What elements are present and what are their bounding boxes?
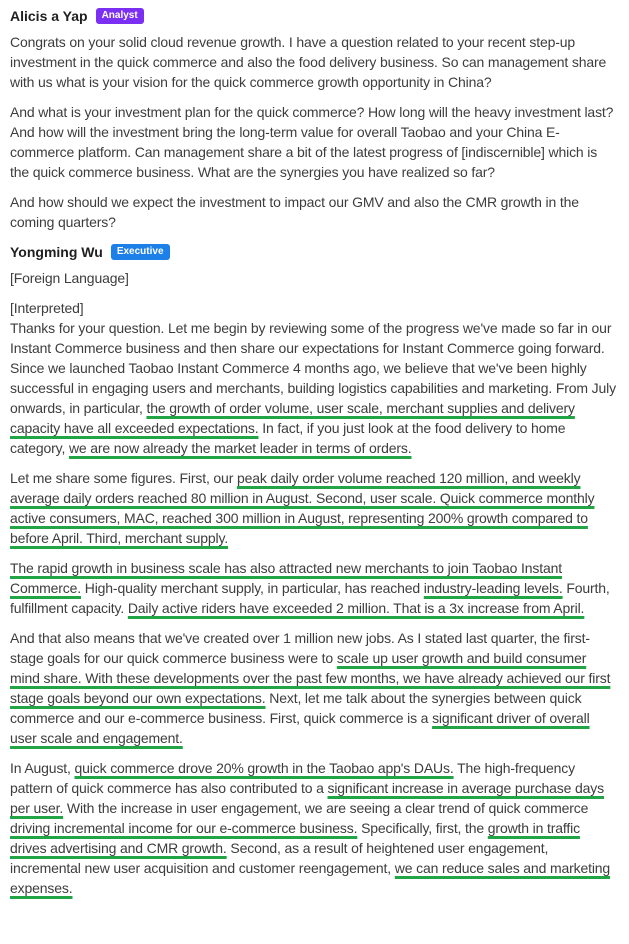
executive-badge: Executive: [111, 244, 170, 260]
analyst-paragraph: And what is your investment plan for the quick commerce? How long will the heavy investment last? And how will the investment bring the long-term value for overall Taobao and your China E-commerce platform. Can management share a bit of the latest progress of [indiscernible] which is the quick commerce business. What are the synergies you have realized so far?: [10, 104, 614, 180]
highlighted-text: peak daily order volume reached 120 million, and weekly average daily orders reached 80 million in August. Second, user scale. Quick commerce monthly active consumers, MAC, reached 300 million in August, representing 200% growth compared to before April. Third, merchant supply.: [10, 470, 595, 546]
text-run: In August,: [10, 760, 75, 776]
analyst-paragraph: And how should we expect the investment to impact our GMV and also the CMR growth in the coming quarters?: [10, 194, 579, 230]
executive-header: [10, 242, 619, 262]
text-run: Let me share some figures. First, our: [10, 470, 237, 486]
highlighted-text: quick commerce drove 20% growth in the Taobao app's DAUs.: [74, 760, 454, 776]
text-run: And that also means that we've created over 1 million new jobs. As I stated last quarter, the first-stage goals for our quick commerce business were to: [10, 630, 590, 666]
foreign-language-note: [Foreign Language]: [10, 270, 129, 286]
highlighted-text: we can reduce sales and marketing expenses.: [10, 860, 611, 896]
interpreted-label: [Interpreted]: [10, 300, 84, 316]
analyst-name: Alicis a Yap: [10, 8, 88, 24]
executive-name: Yongming Wu: [10, 244, 103, 260]
highlighted-text: we are now already the market leader in terms of orders.: [68, 440, 412, 456]
highlighted-text: driving incremental income for our e-commerce business.: [10, 820, 358, 836]
text-run: Second, as a result of heightened user engagement, incremental new user acquisition and customer reengagement,: [10, 840, 549, 876]
executive-paragraph-2: [10, 468, 619, 548]
text-run: High-quality merchant supply, in particular, has reached: [81, 580, 424, 596]
text-run: In fact, if you just look at the food delivery to home category,: [10, 420, 566, 456]
highlighted-text: Daily active riders have exceeded 2 million. That is a 3x increase from April.: [127, 600, 585, 616]
text-run: Fourth, fulfillment capacity.: [10, 580, 610, 616]
text-run: The high-frequency pattern of quick commerce has also contributed to a: [10, 760, 575, 796]
executive-paragraph-3: [10, 558, 619, 618]
highlighted-text: industry-leading levels.: [423, 580, 563, 596]
executive-paragraph-4: [10, 628, 619, 748]
text-run: With the increase in user engagement, we are seeing a clear trend of quick commerce: [63, 800, 589, 816]
text-run: Next, let me talk about the synergies between quick commerce and our e-commerce business. First, quick commerce is a: [10, 690, 582, 726]
text-run: Specifically, first, the: [357, 820, 488, 836]
executive-paragraph-5: [10, 758, 619, 898]
analyst-badge: Analyst: [96, 8, 144, 24]
highlighted-text: significant increase in average purchase days per user.: [10, 780, 605, 816]
text-run: Thanks for your question. Let me begin by reviewing some of the progress we've made so far in our Instant Commerce business and then share our expectations for Instant Commerce going forward. Since we launched Taobao Instant Commerce 4 months ago, we believe that we've been highly successful in engaging users and merchants, building logistics capabilities and marketing. From July onwards, in particular,: [10, 320, 616, 416]
analyst-header: [10, 6, 619, 26]
highlighted-text: scale up user growth and build consumer mind share. With these developments over the past few months, we have already achieved our first stage goals beyond our own expectations.: [10, 650, 611, 706]
highlighted-text: The rapid growth in business scale has also attracted new merchants to join Taobao Instant Commerce.: [10, 560, 563, 596]
highlighted-text: significant driver of overall user scale and engagement.: [10, 710, 590, 746]
highlighted-text: the growth of order volume, user scale, merchant supplies and delivery capacity have all exceeded expectations.: [10, 400, 575, 436]
executive-paragraph-1: [10, 298, 619, 458]
highlighted-text: growth in traffic drives advertising and CMR growth.: [10, 820, 580, 856]
analyst-paragraph: Congrats on your solid cloud revenue growth. I have a question related to your recent step-up investment in the quick commerce and also the food delivery business. So can management share with us what is your vision for the quick commerce growth opportunity in China?: [10, 34, 607, 90]
